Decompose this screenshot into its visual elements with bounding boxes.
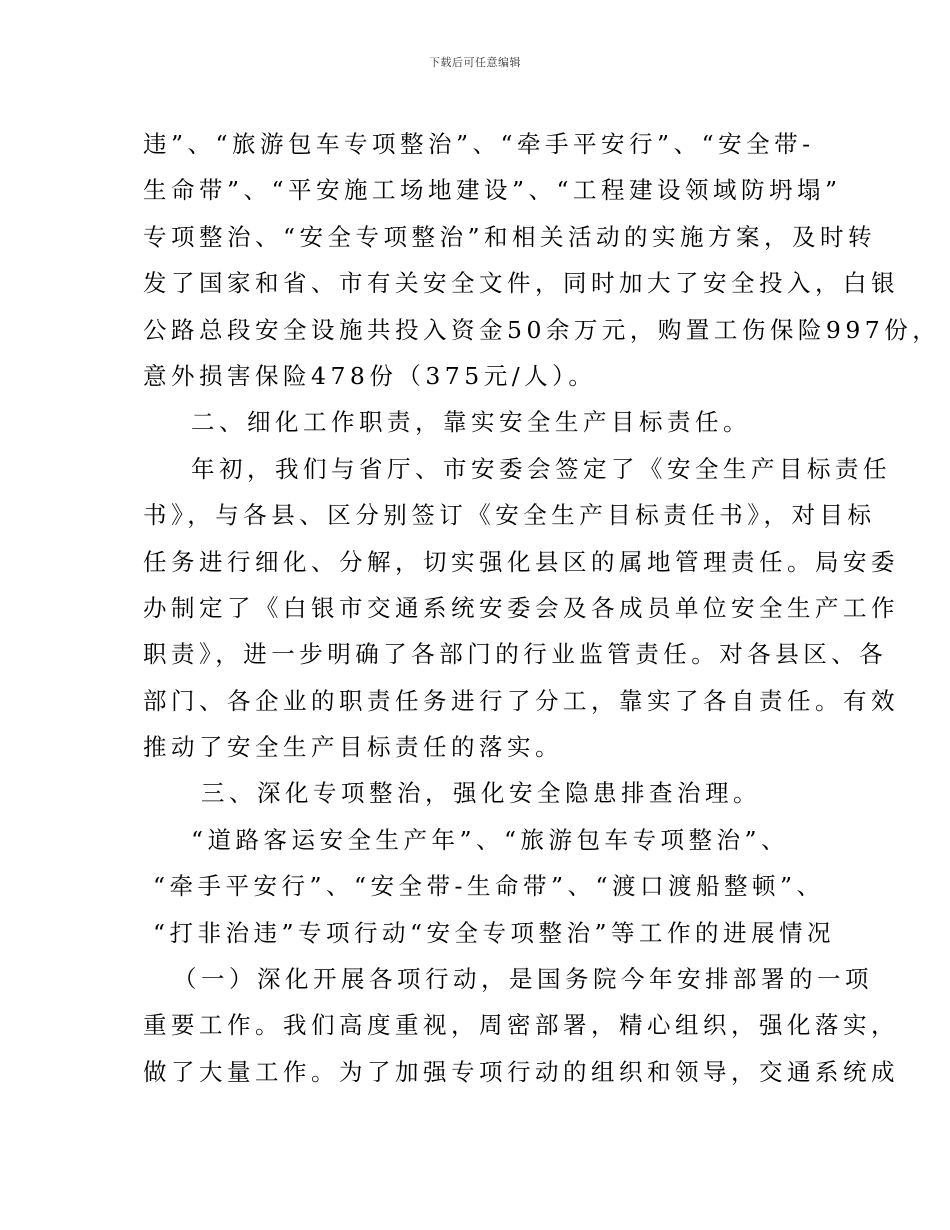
text-line: 职责》，进一步明确了各部门的行业监管责任。对各县区、各	[143, 640, 888, 669]
text-line: 任务进行细化、分解，切实强化县区的属地管理责任。局安委	[143, 547, 899, 576]
text-line: 推动了安全生产目标责任的落实。	[143, 733, 563, 762]
text-line: 书》，与各县、区分别签订《安全生产目标责任书》，对目标	[143, 501, 876, 530]
text-line: “道路客运安全生产年”、“旅游包车专项整治”、	[191, 825, 790, 854]
text-line: 办制定了《白银市交通系统安委会及各成员单位安全生产工作	[143, 593, 899, 622]
text-line: “牵手平安行”、“安全带-生命带”、“渡口渡船整顿”、	[153, 872, 825, 901]
text-line: 年初，我们与省厅、市安委会签定了《安全生产目标责任	[191, 454, 891, 483]
text-line: 意外损害保险478份（375元/人）。	[143, 361, 597, 390]
text-line: “打非治违”专项行动“安全专项整治”等工作的进展情况	[153, 918, 836, 947]
text-line: 违”、“旅游包车专项整治”、“牵手平安行”、“安全带-	[143, 130, 815, 158]
text-line: （一）深化开展各项行动，是国务院今年安排部署的一项	[173, 965, 873, 994]
document-body	[143, 121, 941, 1095]
text-line: 重要工作。我们高度重视，周密部署，精心组织，强化落实，	[143, 1011, 899, 1040]
text-line: 发了国家和省、市有关安全文件，同时加大了安全投入，白银	[143, 269, 899, 298]
text-line: 公路总段安全设施共投入资金50余万元，购置工伤保险997份，	[143, 315, 941, 344]
section-heading: 二、细化工作职责，靠实安全生产目标责任。	[191, 408, 751, 437]
section-heading: 三、深化专项整治，强化安全隐患排查治理。	[201, 779, 761, 808]
text-line: 部门、各企业的职责任务进行了分工，靠实了各自责任。有效	[143, 686, 899, 715]
text-line: 做了大量工作。为了加强专项行动的组织和领导，交通系统成	[143, 1057, 899, 1086]
text-line: 生命带”、“平安施工场地建设”、“工程建设领域防坍塌”	[143, 176, 842, 205]
text-line: 专项整治、“安全专项整治”和相关活动的实施方案，及时转	[143, 222, 877, 251]
page-header: 下载后可任意编辑	[429, 56, 521, 69]
